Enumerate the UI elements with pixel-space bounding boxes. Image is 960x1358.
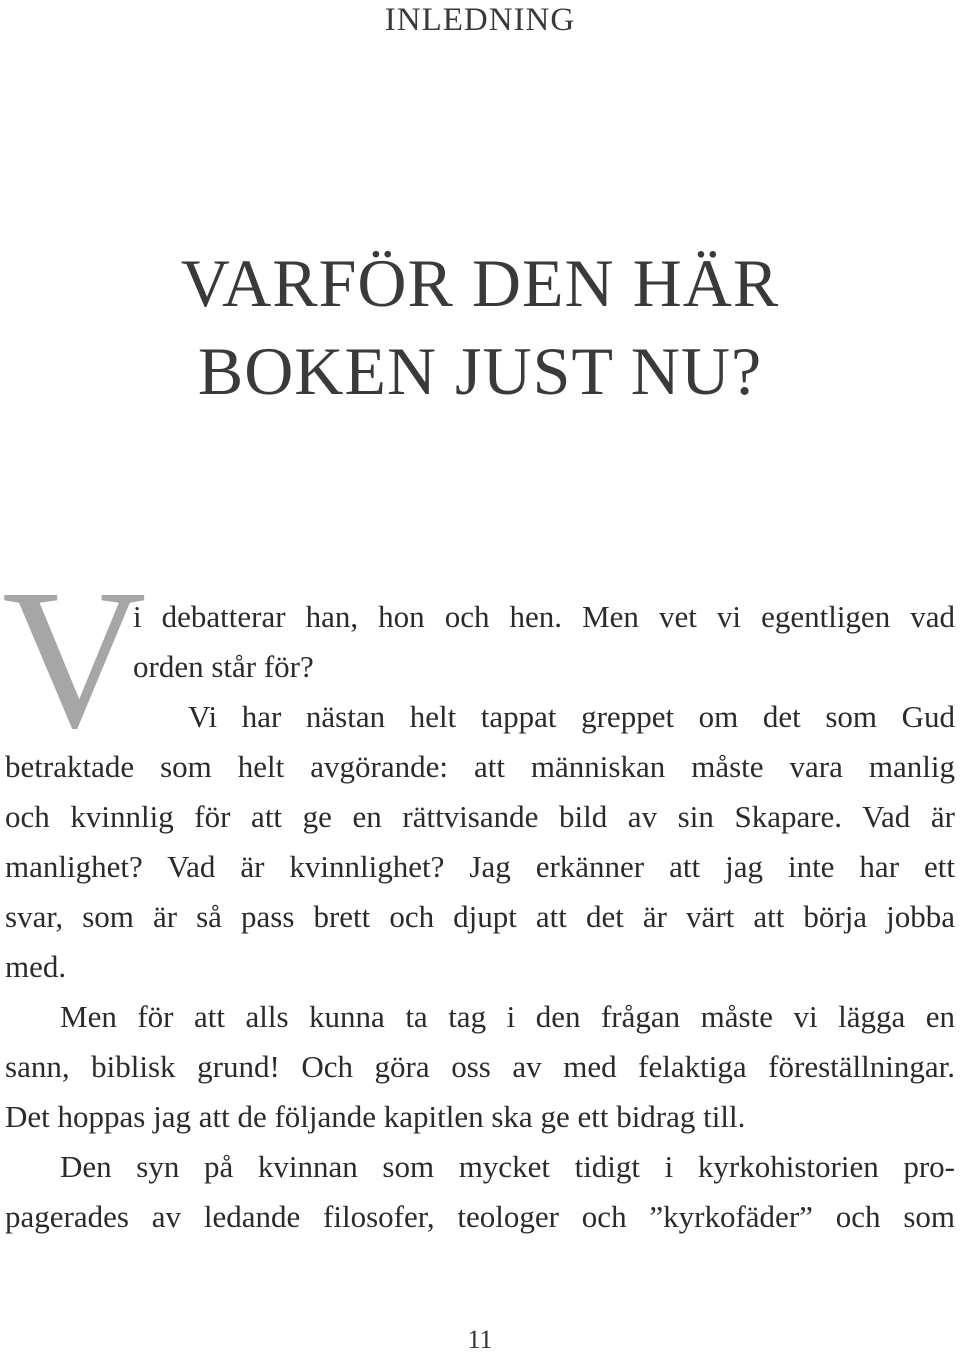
body-line: Vi har nästan helt tappat greppet om det som Gud: [188, 699, 955, 734]
body-line: med.: [5, 949, 67, 984]
chapter-title-line-1: VARFÖR DEN HÄR: [180, 245, 780, 321]
body-line: pagerades av ledande filosofer, teologer och ”kyrkofäder” och som: [5, 1199, 955, 1234]
body-line: sann, biblisk grund! Och göra oss av med felaktiga föreställningar.: [5, 1049, 955, 1084]
body-line: manlighet? Vad är kvinnlighet? Jag erkänner att jag inte har ett: [5, 849, 955, 884]
body-line: Den syn på kvinnan som mycket tidigt i kyrkohistorien pro-: [60, 1149, 955, 1184]
chapter-title-line-2: BOKEN JUST NU?: [197, 333, 763, 409]
body-line: och kvinnlig för att ge en rättvisande bild av sin Skapare. Vad är: [5, 799, 955, 834]
body-line: betraktade som helt avgörande: att människan måste vara manlig: [5, 749, 955, 784]
body-line: i debatterar han, hon och hen. Men vet vi egentligen vad: [133, 599, 955, 634]
body-line: svar, som är så pass brett och djupt att det är värt att börja jobba: [5, 899, 955, 934]
running-head: INLEDNING: [384, 2, 576, 38]
body-line: Men för att alls kunna ta tag i den frågan måste vi lägga en: [60, 999, 955, 1034]
body-line: Det hoppas jag att de följande kapitlen ska ge ett bidrag till.: [5, 1099, 746, 1134]
page-number: 11: [467, 1325, 493, 1354]
body-line: orden står för?: [133, 649, 314, 684]
drop-cap: V: [2, 549, 147, 770]
